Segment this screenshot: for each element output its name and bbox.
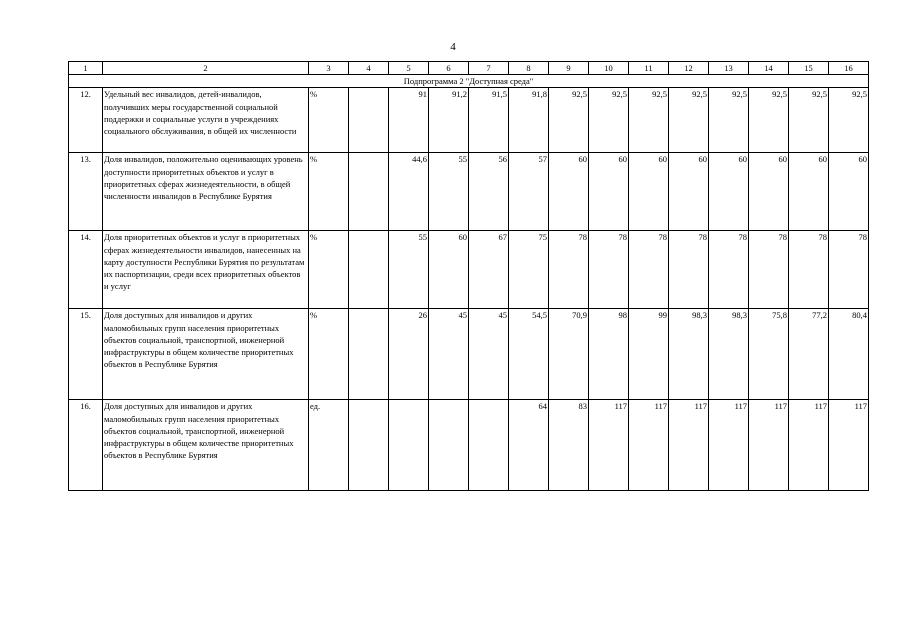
value-cell: 92,5: [709, 88, 749, 153]
value-cell: 92,5: [629, 88, 669, 153]
value-cell: 117: [789, 400, 829, 491]
unit-cell: %: [309, 88, 349, 153]
column-header: 7: [469, 62, 509, 75]
indicator-table: [68, 61, 869, 491]
value-cell: 75,8: [749, 309, 789, 400]
value-cell: 91,8: [509, 88, 549, 153]
column-header: 9: [549, 62, 589, 75]
value-cell: 117: [709, 400, 749, 491]
section-row: [69, 75, 869, 88]
value-cell: 54,5: [509, 309, 549, 400]
value-cell: 26: [389, 309, 429, 400]
value-cell: 78: [589, 231, 629, 309]
unit-cell: %: [309, 309, 349, 400]
value-cell: 99: [629, 309, 669, 400]
value-cell: 45: [469, 309, 509, 400]
column-header: 8: [509, 62, 549, 75]
table-row: [69, 231, 869, 309]
value-cell: 92,5: [669, 88, 709, 153]
indicator-name: Доля приоритетных объектов и услуг в приоритетных сферах жизнедеятельности инвалидов, нанесенных на карту доступности Республики Бурятия по результатам их паспортизации, среди всех приоритетных объектов и услуг: [103, 231, 309, 309]
row-number: 16.: [69, 400, 103, 491]
value-cell: 98,3: [669, 309, 709, 400]
value-cell: [469, 400, 509, 491]
value-cell: 60: [549, 153, 589, 231]
value-cell: 92,5: [789, 88, 829, 153]
column-header: 1: [69, 62, 103, 75]
row-number: 14.: [69, 231, 103, 309]
value-cell: 60: [629, 153, 669, 231]
value-cell: 92,5: [549, 88, 589, 153]
value-cell: 91,5: [469, 88, 509, 153]
row-number: 15.: [69, 309, 103, 400]
column-header: 4: [349, 62, 389, 75]
page-number: 4: [450, 41, 456, 53]
value-cell: 117: [829, 400, 869, 491]
empty-cell: [349, 400, 389, 491]
value-cell: 117: [589, 400, 629, 491]
column-header: 11: [629, 62, 669, 75]
value-cell: 75: [509, 231, 549, 309]
column-header: 14: [749, 62, 789, 75]
value-cell: 98,3: [709, 309, 749, 400]
table-row: [69, 88, 869, 153]
value-cell: 78: [549, 231, 589, 309]
value-cell: 55: [429, 153, 469, 231]
value-cell: 60: [749, 153, 789, 231]
value-cell: 92,5: [749, 88, 789, 153]
value-cell: 60: [829, 153, 869, 231]
value-cell: 78: [789, 231, 829, 309]
empty-cell: [349, 88, 389, 153]
value-cell: 64: [509, 400, 549, 491]
value-cell: 117: [749, 400, 789, 491]
value-cell: [389, 400, 429, 491]
value-cell: 78: [709, 231, 749, 309]
table-row: [69, 153, 869, 231]
indicator-name: Доля доступных для инвалидов и других маломобильных групп населения приоритетных объектов социальной, транспортной, инженерной инфраструктуры в общем количестве приоритетных объектов в Республике Бурятия: [103, 309, 309, 400]
unit-cell: %: [309, 153, 349, 231]
table-row: [69, 400, 869, 491]
value-cell: 78: [629, 231, 669, 309]
value-cell: 60: [429, 231, 469, 309]
value-cell: 92,5: [829, 88, 869, 153]
value-cell: 78: [669, 231, 709, 309]
column-header: 3: [309, 62, 349, 75]
value-cell: 60: [669, 153, 709, 231]
value-cell: 92,5: [589, 88, 629, 153]
unit-cell: %: [309, 231, 349, 309]
value-cell: 44,6: [389, 153, 429, 231]
value-cell: 78: [749, 231, 789, 309]
empty-cell: [349, 153, 389, 231]
row-number: 12.: [69, 88, 103, 153]
value-cell: 91: [389, 88, 429, 153]
value-cell: 83: [549, 400, 589, 491]
empty-cell: [349, 309, 389, 400]
value-cell: 91,2: [429, 88, 469, 153]
indicator-name: Доля доступных для инвалидов и других маломобильных групп населения приоритетных объектов социальной, транспортной, инженерной инфраструктуры в общем количестве приоритетных объектов в Республике Бурятия: [103, 400, 309, 491]
value-cell: 60: [589, 153, 629, 231]
column-number-row: [69, 62, 869, 75]
value-cell: 80,4: [829, 309, 869, 400]
unit-cell: ед.: [309, 400, 349, 491]
value-cell: 57: [509, 153, 549, 231]
indicator-name: Удельный вес инвалидов, детей-инвалидов, получивших меры государственной социальной поддержки и социальные услуги в учреждениях социального обслуживания, в общей их численности: [103, 88, 309, 153]
value-cell: 60: [709, 153, 749, 231]
value-cell: 45: [429, 309, 469, 400]
column-header: 5: [389, 62, 429, 75]
row-number: 13.: [69, 153, 103, 231]
value-cell: 67: [469, 231, 509, 309]
table-row: [69, 309, 869, 400]
column-header: 15: [789, 62, 829, 75]
value-cell: [429, 400, 469, 491]
column-header: 6: [429, 62, 469, 75]
section-title: Подпрограмма 2 "Доступная среда": [69, 75, 869, 88]
value-cell: 117: [669, 400, 709, 491]
value-cell: 98: [589, 309, 629, 400]
value-cell: 70,9: [549, 309, 589, 400]
column-header: 16: [829, 62, 869, 75]
empty-cell: [349, 231, 389, 309]
indicator-name: Доля инвалидов, положительно оценивающих уровень доступности приоритетных объектов и услуг в приоритетных сферах жизнедеятельности, в общей численности инвалидов в Республике Бурятия: [103, 153, 309, 231]
column-header: 13: [709, 62, 749, 75]
value-cell: 56: [469, 153, 509, 231]
column-header: 10: [589, 62, 629, 75]
value-cell: 78: [829, 231, 869, 309]
value-cell: 60: [789, 153, 829, 231]
column-header: 12: [669, 62, 709, 75]
column-header: 2: [103, 62, 309, 75]
value-cell: 55: [389, 231, 429, 309]
value-cell: 117: [629, 400, 669, 491]
value-cell: 77,2: [789, 309, 829, 400]
